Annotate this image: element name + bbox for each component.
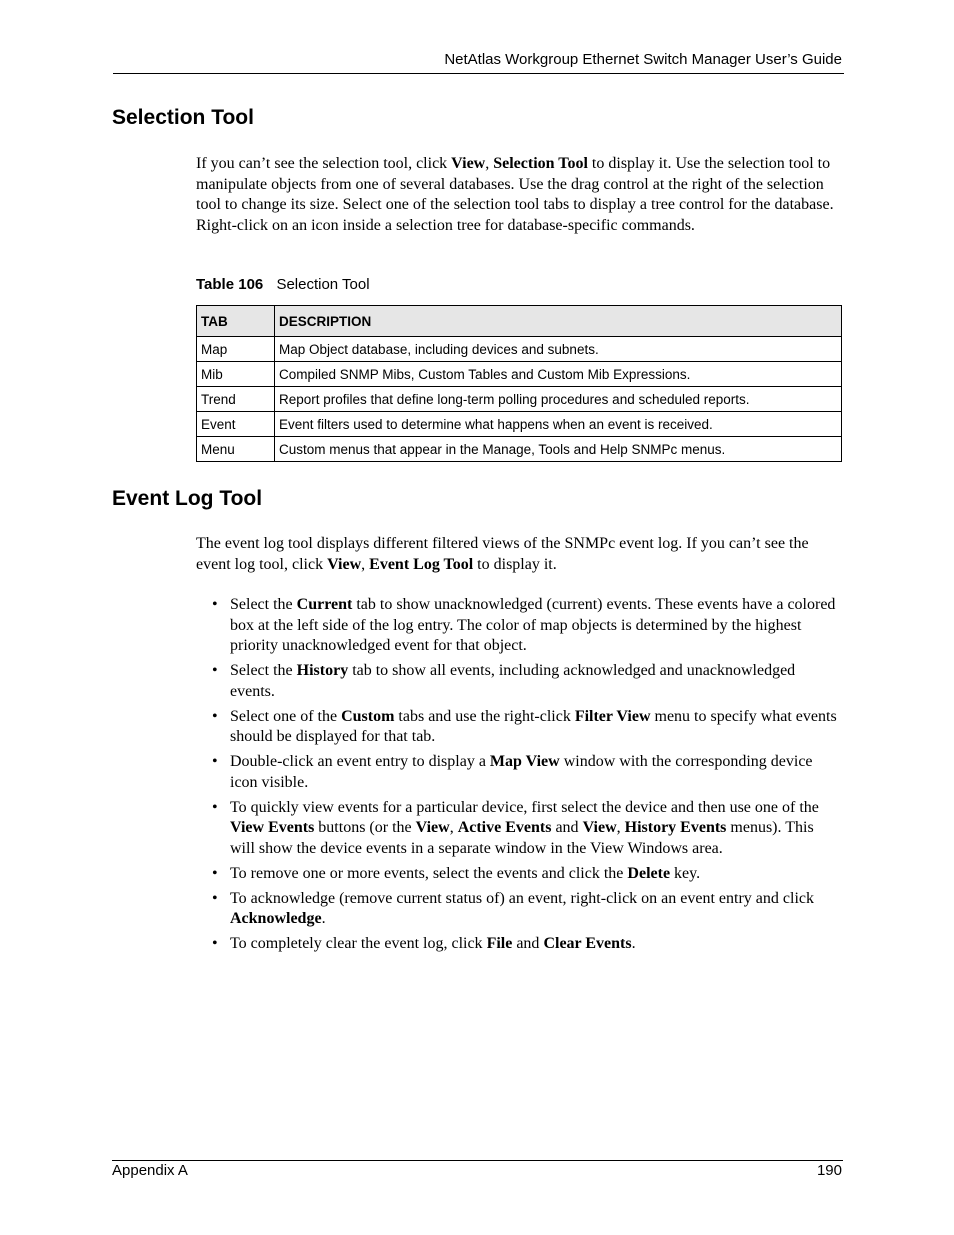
table-caption	[196, 276, 370, 293]
table-row	[197, 362, 842, 387]
list-item: • To quickly view events for a particular device, first select the device and then use one of the View Events buttons (or the View, Active Events and View, History Events menus). This will show the device events in a separate window in the View Windows area.	[196, 798, 842, 860]
selection-tool-intro: If you can’t see the selection tool, click View, Selection Tool to display it. Use the selection tool to manipulate objects from one of several databases. Use the drag control at the right of the selection tool to change its size. Select one of the selection tool tabs to display a tree control for the database. Right-click on an icon inside a selection tree for database-specific commands.	[196, 155, 834, 234]
bold-term: Filter View	[574, 707, 651, 725]
footer-section-label: Appendix A	[112, 1162, 188, 1179]
table-cell-tab: Event	[197, 412, 275, 437]
selection-tool-table	[196, 305, 842, 462]
table-header-row	[197, 306, 842, 337]
page-number: 190	[816, 1162, 842, 1179]
bold-term: Event Log Tool	[369, 555, 474, 573]
bold-term: View	[451, 155, 486, 172]
bold-term: View Events	[230, 819, 315, 836]
bold-term: Map View	[489, 753, 560, 770]
bold-term: Current	[296, 596, 353, 613]
table-header-description: DESCRIPTION	[275, 306, 842, 337]
list-item: • Double-click an event entry to display a Map View window with the corresponding device icon visible.	[196, 752, 842, 793]
table-cell-tab: Menu	[197, 437, 275, 462]
bold-term: Active Events	[457, 819, 552, 836]
bold-term: View	[327, 555, 362, 573]
bold-term: Delete	[627, 864, 671, 882]
list-item: • To completely clear the event log, click File and Clear Events.	[196, 934, 842, 955]
page-header-title: NetAtlas Workgroup Ethernet Switch Manager User’s Guide	[444, 51, 842, 68]
header-rule	[113, 73, 844, 74]
table-cell-tab: Trend	[197, 387, 275, 412]
bold-term: File	[486, 935, 513, 952]
list-item: • Select one of the Custom tabs and use the right-click Filter View menu to specify what events should be displayed for that tab.	[196, 707, 842, 748]
table-cell-tab: Map	[197, 337, 275, 362]
bold-term: Acknowledge	[230, 910, 322, 927]
section-heading-event-log-tool: Event Log Tool	[112, 487, 263, 510]
table-header-tab: TAB	[197, 306, 275, 337]
table-row	[197, 337, 842, 362]
table-cell-description: Report profiles that define long-term polling procedures and scheduled reports.	[275, 387, 842, 412]
bold-term: View	[415, 819, 450, 836]
bold-term: History Events	[624, 819, 727, 836]
bold-term: Custom	[341, 707, 395, 725]
list-item: • To acknowledge (remove current status of) an event, right-click on an event entry and click Acknowledge.	[196, 889, 842, 930]
bold-term: Clear Events	[543, 935, 632, 952]
table-row	[197, 412, 842, 437]
table-cell-description: Event filters used to determine what happens when an event is received.	[275, 412, 842, 437]
list-item: • Select the Current tab to show unacknowledged (current) events. These events have a colored box at the left side of the log entry. The color of map objects is determined by the highest priority unacknowledged event for that object.	[196, 595, 842, 657]
table-cell-description: Compiled SNMP Mibs, Custom Tables and Custom Mib Expressions.	[275, 362, 842, 387]
list-item: • To remove one or more events, select the events and click the Delete key.	[196, 864, 842, 885]
table-cell-tab: Mib	[197, 362, 275, 387]
event-log-tool-intro: The event log tool displays different filtered views of the SNMPc event log. If you can’t see the event log tool, click View, Event Log Tool to display it.	[196, 535, 809, 573]
footer-rule	[112, 1160, 843, 1161]
table-cell-description: Map Object database, including devices and subnets.	[275, 337, 842, 362]
bold-term: View	[582, 819, 617, 836]
list-item: • Select the History tab to show all events, including acknowledged and unacknowledged events.	[196, 661, 842, 702]
table-cell-description: Custom menus that appear in the Manage, Tools and Help SNMPc menus.	[275, 437, 842, 462]
section-heading-selection-tool: Selection Tool	[112, 106, 254, 129]
bold-term: Selection Tool	[493, 155, 588, 172]
bold-term: History	[296, 662, 349, 679]
event-log-bullet-list	[196, 595, 842, 959]
table-caption-title: Selection Tool	[276, 276, 370, 293]
table-caption-number: Table 106	[196, 276, 264, 293]
table-row	[197, 437, 842, 462]
table-row	[197, 387, 842, 412]
